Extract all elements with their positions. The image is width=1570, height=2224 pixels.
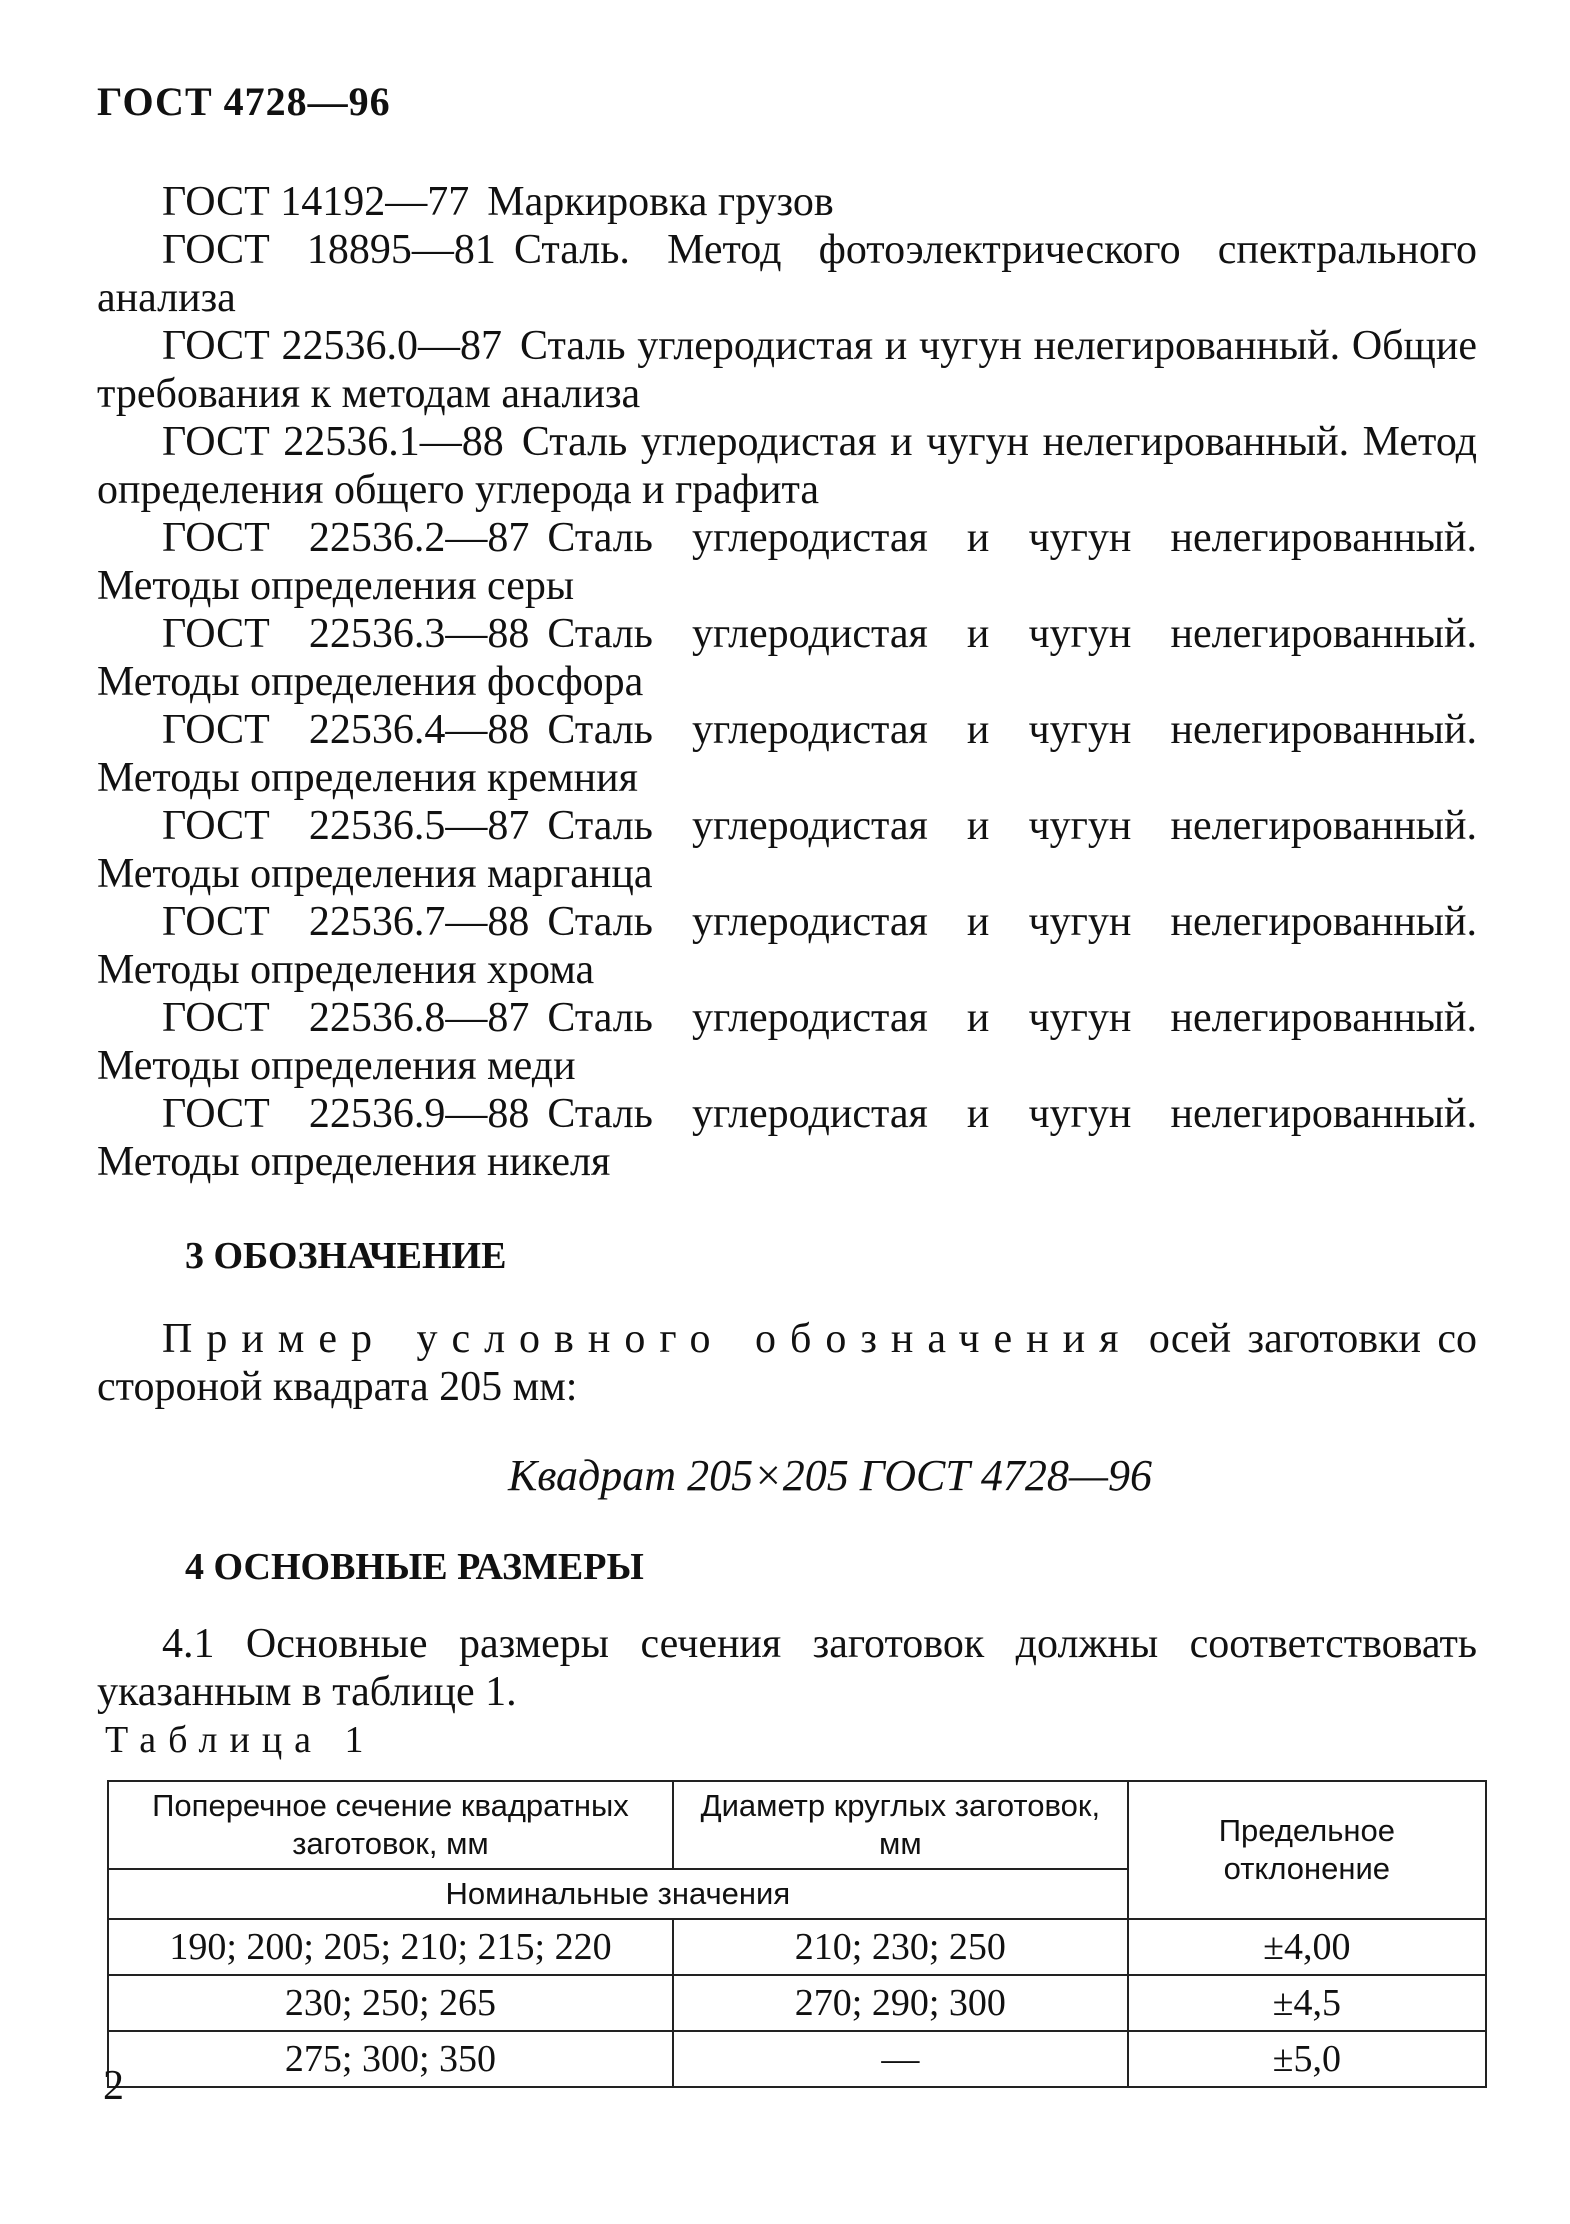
reference-item	[97, 178, 1477, 226]
reference-code: ГОСТ 18895—81	[162, 227, 496, 273]
table-row	[108, 1919, 1486, 1975]
reference-code: ГОСТ 22536.5—87	[162, 803, 530, 849]
reference-text: Сталь углеродистая и чугун нелегированный. Методы определения меди	[97, 995, 1477, 1089]
reference-item	[97, 322, 1477, 418]
reference-code: ГОСТ 22536.9—88	[162, 1091, 530, 1137]
col-round-header: Диаметр круглых заготовок, мм	[673, 1781, 1128, 1869]
tolerance-cell: ±4,00	[1128, 1919, 1486, 1975]
references-list	[97, 178, 1477, 1186]
round-diameter-cell: 210; 230; 250	[673, 1919, 1128, 1975]
designation-paragraph	[97, 1315, 1477, 1411]
dimensions-paragraph: 4.1 Основные размеры сечения заготовок должны соответствовать указанным в таблице 1.	[97, 1621, 1477, 1715]
table-row	[108, 2031, 1486, 2087]
square-sizes-cell: 230; 250; 265	[108, 1975, 673, 2031]
reference-text: Сталь углеродистая и чугун нелегированный. Методы определения хрома	[97, 899, 1477, 993]
reference-text: Сталь. Метод фотоэлектрического спектрального анализа	[97, 227, 1478, 321]
reference-text: Маркировка грузов	[487, 179, 834, 225]
reference-code: ГОСТ 22536.3—88	[162, 611, 530, 657]
designation-lead-spaced: Пример условного обозначения	[162, 1316, 1133, 1362]
section-3-heading: 3 ОБОЗНАЧЕНИЕ	[185, 1235, 507, 1277]
designation-example: Квадрат 205×205 ГОСТ 4728—96	[508, 1451, 1152, 1500]
round-diameter-cell: —	[673, 2031, 1128, 2087]
reference-text: Сталь углеродистая и чугун нелегированный. Методы определения никеля	[97, 1091, 1477, 1185]
reference-item	[97, 418, 1477, 514]
reference-item	[97, 514, 1477, 610]
reference-code: ГОСТ 22536.0—87	[162, 323, 503, 369]
nominal-values-subheader: Номинальные значения	[108, 1869, 1128, 1919]
square-sizes-cell: 190; 200; 205; 210; 215; 220	[108, 1919, 673, 1975]
reference-text: Сталь углеродистая и чугун нелегированный. Методы определения фосфора	[97, 611, 1477, 705]
reference-code: ГОСТ 22536.7—88	[162, 899, 530, 945]
tolerance-cell: ±4,5	[1128, 1975, 1486, 2031]
reference-item	[97, 1090, 1477, 1186]
section-4-heading: 4 ОСНОВНЫЕ РАЗМЕРЫ	[185, 1546, 644, 1588]
tolerance-cell: ±5,0	[1128, 2031, 1486, 2087]
page-header: ГОСТ 4728—96	[97, 79, 391, 124]
col-tolerance-header: Предельное отклонение	[1128, 1781, 1486, 1919]
reference-code: ГОСТ 22536.1—88	[162, 419, 504, 465]
reference-code: ГОСТ 22536.4—88	[162, 707, 530, 753]
reference-text: Сталь углеродистая и чугун нелегированный. Общие требования к методам анализа	[97, 323, 1478, 417]
reference-text: Сталь углеродистая и чугун нелегированный. Методы определения серы	[97, 515, 1477, 609]
reference-code: ГОСТ 14192—77	[162, 179, 470, 225]
reference-item	[97, 898, 1477, 994]
reference-text: Сталь углеродистая и чугун нелегированный. Методы определения кремния	[97, 707, 1477, 801]
reference-text: Сталь углеродистая и чугун нелегированный. Методы определения марганца	[97, 803, 1477, 897]
reference-item	[97, 994, 1477, 1090]
reference-code: ГОСТ 22536.2—87	[162, 515, 530, 561]
col-square-header: Поперечное сечение квадратных заготовок, мм	[108, 1781, 673, 1869]
table-header-row	[108, 1781, 1486, 1869]
reference-text: Сталь углеродистая и чугун нелегированный. Метод определения общего углерода и графита	[97, 419, 1478, 513]
table-caption: Таблица 1	[105, 1719, 376, 1761]
designation-lead-rest: осей заготовки со стороной квадрата 205 мм:	[97, 1316, 1477, 1410]
reference-item	[97, 802, 1477, 898]
reference-item	[97, 226, 1477, 322]
square-sizes-cell: 275; 300; 350	[108, 2031, 673, 2087]
round-diameter-cell: 270; 290; 300	[673, 1975, 1128, 2031]
reference-code: ГОСТ 22536.8—87	[162, 995, 530, 1041]
page-number: 2	[103, 2063, 124, 2109]
reference-item	[97, 706, 1477, 802]
reference-item	[97, 610, 1477, 706]
dimensions-table	[107, 1780, 1487, 2088]
table-row	[108, 1975, 1486, 2031]
